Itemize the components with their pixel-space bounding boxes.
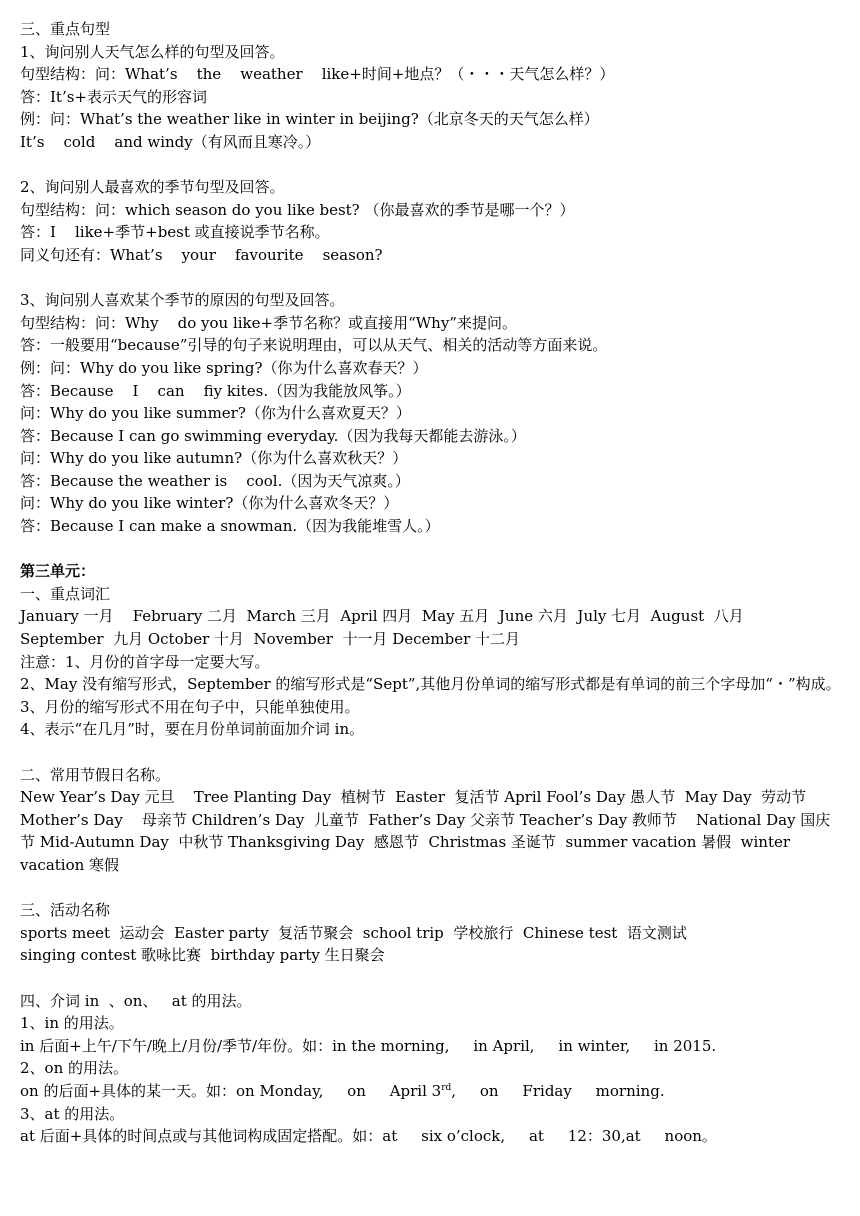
on-text-main: on 的后面+具体的某一天。如：on Monday, on April 3 xyxy=(20,1081,442,1100)
weather-example-answer: It’s cold and windy（有风而且寒冷。） xyxy=(20,132,321,151)
activities-title: 三、活动名称 xyxy=(20,901,111,920)
reason-qa-line: 问：Why do you like winter?（你为什么喜欢冬天？） xyxy=(20,494,399,513)
reason-answer: 答：一般要用“because”引导的句子来说明理由，可以从天气、相关的活动等方面来说。 xyxy=(20,336,608,355)
unit-title: 第三单元： xyxy=(20,562,96,581)
weather-heading: 1、询问别人天气怎么样的句型及回答。 xyxy=(20,42,285,61)
in-heading: 1、in 的用法。 xyxy=(20,1014,124,1033)
vocab-title: 一、重点词汇 xyxy=(20,584,111,603)
weather-answer: 答：It’s+表示天气的形容词 xyxy=(20,87,207,106)
section-title: 三、重点句型 xyxy=(20,20,111,38)
reason-structure: 句型结构：问：Why do you like+季节名称？或直接用“Why”来提问。 xyxy=(20,313,517,332)
on-heading: 2、on 的用法。 xyxy=(20,1059,129,1078)
spacer xyxy=(20,741,842,764)
note-line: 2、May 没有缩写形式，September 的缩写形式是“Sept”,其他月份单词的缩写形式都是有单词的前三个字母加“・”构成。 xyxy=(20,675,841,694)
reason-qa-line: 例：问：Why do you like spring?（你为什么喜欢春天？） xyxy=(20,358,428,377)
reason-qa-line: 答：Because I can go swimming everyday.（因为我每天都能去游泳。） xyxy=(20,426,526,445)
season-structure: 句型结构：问：which season do you like best? （你最喜欢的季节是哪一个？） xyxy=(20,200,575,219)
reason-qa-line: 答：Because the weather is cool.（因为天气凉爽。） xyxy=(20,471,410,490)
season-answer: 答：I like+季节+best 或直接说季节名称。 xyxy=(20,223,330,242)
reason-qa-line: 问：Why do you like autumn?（你为什么喜欢秋天？） xyxy=(20,449,408,468)
note-line: 4、表示“在几月”时，要在月份单词前面加介词 in。 xyxy=(20,720,365,739)
months-line: January 一月 February 二月 March 三月 April 四月 May 五月 June 六月 July 七月 August 八月 xyxy=(20,607,744,626)
months-line: September 九月 October 十月 November 十一月 December 十二月 xyxy=(20,630,521,649)
prep-title: 四、介词 in 、on、 at 的用法。 xyxy=(20,991,252,1010)
spacer xyxy=(20,967,842,990)
reason-qa-line: 答：Because I can make a snowman.（因为我能堆雪人。） xyxy=(20,517,440,536)
reason-qa-line: 问：Why do you like summer?（你为什么喜欢夏天？） xyxy=(20,404,411,423)
at-text: at 后面+具体的时间点或与其他词构成固定搭配。如：at six o’clock, at 12：30,at noon。 xyxy=(20,1127,717,1146)
season-heading: 2、询问别人最喜欢的季节句型及回答。 xyxy=(20,178,285,197)
spacer xyxy=(20,154,842,177)
ordinal-suffix: rd xyxy=(441,1082,452,1093)
on-text xyxy=(20,1080,842,1103)
in-text: in 后面+上午/下午/晚上/月份/季节/年份。如：in the morning, in April, in winter, in 2015. xyxy=(20,1036,717,1055)
on-text-rest: , on Friday morning. xyxy=(451,1081,665,1100)
note-line: 注意：1、月份的首字母一定要大写。 xyxy=(20,652,270,671)
note-line: 3、月份的缩写形式不用在句子中，只能单独使用。 xyxy=(20,697,360,716)
at-heading: 3、at 的用法。 xyxy=(20,1104,125,1123)
season-synonym: 同义句还有：What’s your favourite season? xyxy=(20,245,383,264)
reason-qa-line: 答：Because I can fiy kites.（因为我能放风筝。） xyxy=(20,381,411,400)
activities-line: singing contest 歌咏比赛 birthday party 生日聚会 xyxy=(20,946,385,965)
holidays-text: New Year’s Day 元旦 Tree Planting Day 植树节 Easter 复活节 April Fool’s Day 愚人节 May Day 劳动节 Mother’s Day 母亲节 Children’s Day 儿童节 Father’s Day 父亲节 Teacher’s Day 教师节 National Day 国庆节 Mid-Autumn Day 中秋节 Thanksgiving Day 感恩节 Christmas 圣诞节 summer vacation 暑假 winter vacation 寒假 xyxy=(20,788,831,874)
spacer xyxy=(20,267,842,290)
reason-heading: 3、询问别人喜欢某个季节的原因的句型及回答。 xyxy=(20,291,345,310)
spacer xyxy=(20,877,842,900)
activities-line: sports meet 运动会 Easter party 复活节聚会 school trip 学校旅行 Chinese test 语文测试 xyxy=(20,923,687,942)
document-page xyxy=(20,18,842,1148)
weather-example: 例：问：What’s the weather like in winter in beijing?（北京冬天的天气怎么样） xyxy=(20,110,599,129)
weather-structure: 句型结构：问：What’s the weather like+时间+地点？（・・・天气怎么样？） xyxy=(20,65,615,84)
holidays-title: 二、常用节假日名称。 xyxy=(20,765,171,784)
spacer xyxy=(20,538,842,561)
